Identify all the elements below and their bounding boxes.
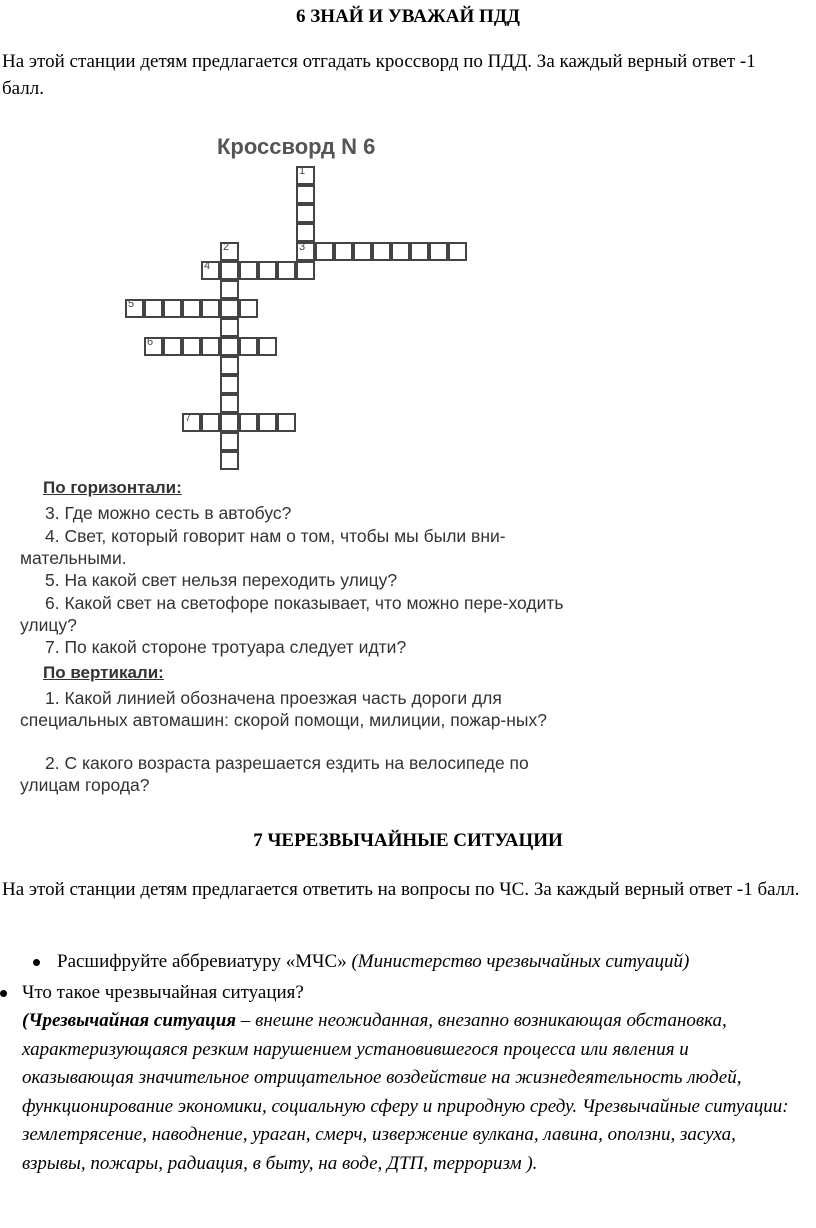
crossword-cell bbox=[296, 261, 315, 280]
answer-body: – внешне неожиданная, внезапно возникающая обстановка, характеризующаяся резким нарушением установившегося процесса или явления и оказывающая значительное отрицательное воздействие на жизнедеятельность людей, функционирование экономики, социальную сферу и природную среду. Чрезвычайные ситуации: землетрясение, наводнение, ураган, смерч, извержение вулкана, лавина, оползни, засуха, взрывы, пожары, радиация, в быту, на воде, ДТП, терроризм ). bbox=[22, 1010, 789, 1174]
vertical-heading: По вертикали: bbox=[43, 663, 164, 682]
crossword-cell bbox=[296, 166, 315, 185]
crossword-cell bbox=[144, 337, 163, 356]
crossword-cell bbox=[220, 356, 239, 375]
crossword-cell bbox=[220, 413, 239, 432]
section6-intro: На этой станции детям предлагается отгадать кроссворд по ПДД. За каждый верный ответ -1 балл. bbox=[2, 51, 756, 99]
question-1-label: Расшифруйте аббревиатуру «МЧС» bbox=[57, 951, 347, 972]
answer-open: ( bbox=[22, 1010, 29, 1031]
crossword-cell bbox=[220, 299, 239, 318]
crossword-cell bbox=[315, 242, 334, 261]
crossword-number: 7 bbox=[185, 412, 192, 424]
crossword-cell bbox=[163, 337, 182, 356]
crossword-cell bbox=[296, 242, 315, 261]
crossword-cell bbox=[144, 299, 163, 318]
clue-h3: 3. Где можно сесть в автобус? bbox=[45, 503, 292, 523]
section7-intro: На этой станции детям предлагается ответить на вопросы по ЧС. За каждый верный ответ -1 балл. bbox=[2, 879, 800, 900]
crossword-cell bbox=[391, 242, 410, 261]
clue-h4: 4. Свет, который говорит нам о том, чтобы мы были вни-мательными. bbox=[20, 526, 506, 568]
crossword-cell bbox=[258, 413, 277, 432]
crossword-number: 5 bbox=[128, 298, 135, 310]
question-2-answer bbox=[22, 1007, 797, 1178]
answer-term: Чрезвычайная ситуация bbox=[28, 1010, 237, 1031]
crossword-cell bbox=[220, 375, 239, 394]
clue-v2: 2. С какого возраста разрешается ездить на велосипеде по улицам города? bbox=[20, 753, 529, 795]
crossword-number: 2 bbox=[223, 241, 230, 253]
crossword-cell bbox=[220, 451, 239, 470]
crossword-cell bbox=[201, 261, 220, 280]
crossword-cell bbox=[296, 185, 315, 204]
bullet-dot-icon bbox=[0, 990, 7, 997]
question-1-answer: (Министерство чрезвычайных ситуаций) bbox=[351, 951, 690, 972]
crossword-cell bbox=[201, 337, 220, 356]
crossword-cell bbox=[277, 413, 296, 432]
crossword-cell bbox=[125, 299, 144, 318]
crossword-cell bbox=[220, 432, 239, 451]
crossword-cell bbox=[277, 261, 296, 280]
crossword-number: 3 bbox=[299, 241, 306, 253]
crossword-title: Кроссворд N 6 bbox=[217, 134, 376, 159]
crossword-cell bbox=[163, 299, 182, 318]
crossword-cell bbox=[448, 242, 467, 261]
crossword-cell bbox=[220, 242, 239, 261]
crossword-cell bbox=[239, 413, 258, 432]
crossword-cell bbox=[182, 299, 201, 318]
section6-title: 6 ЗНАЙ И УВАЖАЙ ПДД bbox=[296, 6, 520, 27]
crossword-cell bbox=[220, 261, 239, 280]
crossword-cell bbox=[220, 394, 239, 413]
crossword-cell bbox=[296, 204, 315, 223]
crossword-cell bbox=[220, 337, 239, 356]
crossword-cell bbox=[296, 223, 315, 242]
section7-title: 7 ЧЕРЕЗВЫЧАЙНЫЕ СИТУАЦИИ bbox=[253, 830, 563, 851]
crossword-cell bbox=[239, 337, 258, 356]
crossword-cell bbox=[258, 337, 277, 356]
crossword-cell bbox=[182, 413, 201, 432]
crossword-number: 1 bbox=[299, 165, 306, 177]
clue-h5: 5. На какой свет нельзя переходить улицу? bbox=[45, 570, 398, 590]
crossword-cell bbox=[220, 318, 239, 337]
crossword-cell bbox=[258, 261, 277, 280]
crossword-cell bbox=[239, 261, 258, 280]
crossword-cell bbox=[220, 280, 239, 299]
crossword-number: 6 bbox=[147, 336, 154, 348]
horizontal-heading: По горизонтали: bbox=[43, 478, 182, 497]
question-2-label: Что такое чрезвычайная ситуация? bbox=[22, 982, 304, 1003]
crossword-number: 4 bbox=[204, 260, 211, 272]
crossword-cell bbox=[182, 337, 201, 356]
clue-h7: 7. По какой стороне тротуара следует идти? bbox=[45, 637, 407, 657]
crossword-cell bbox=[201, 413, 220, 432]
crossword-cell bbox=[353, 242, 372, 261]
crossword-cell bbox=[239, 299, 258, 318]
bullet-dot-icon bbox=[33, 959, 40, 966]
crossword-cell bbox=[201, 299, 220, 318]
crossword-cell bbox=[334, 242, 353, 261]
question-1-text bbox=[57, 948, 689, 975]
clue-v1: 1. Какой линией обозначена проезжая часть дороги для специальных автомашин: скорой помощи, милиции, пожар-ных? bbox=[20, 688, 547, 730]
crossword-cell bbox=[429, 242, 448, 261]
crossword-cell bbox=[410, 242, 429, 261]
crossword-cell bbox=[372, 242, 391, 261]
clue-h6: 6. Какой свет на светофоре показывает, что можно пере-ходить улицу? bbox=[20, 593, 564, 635]
